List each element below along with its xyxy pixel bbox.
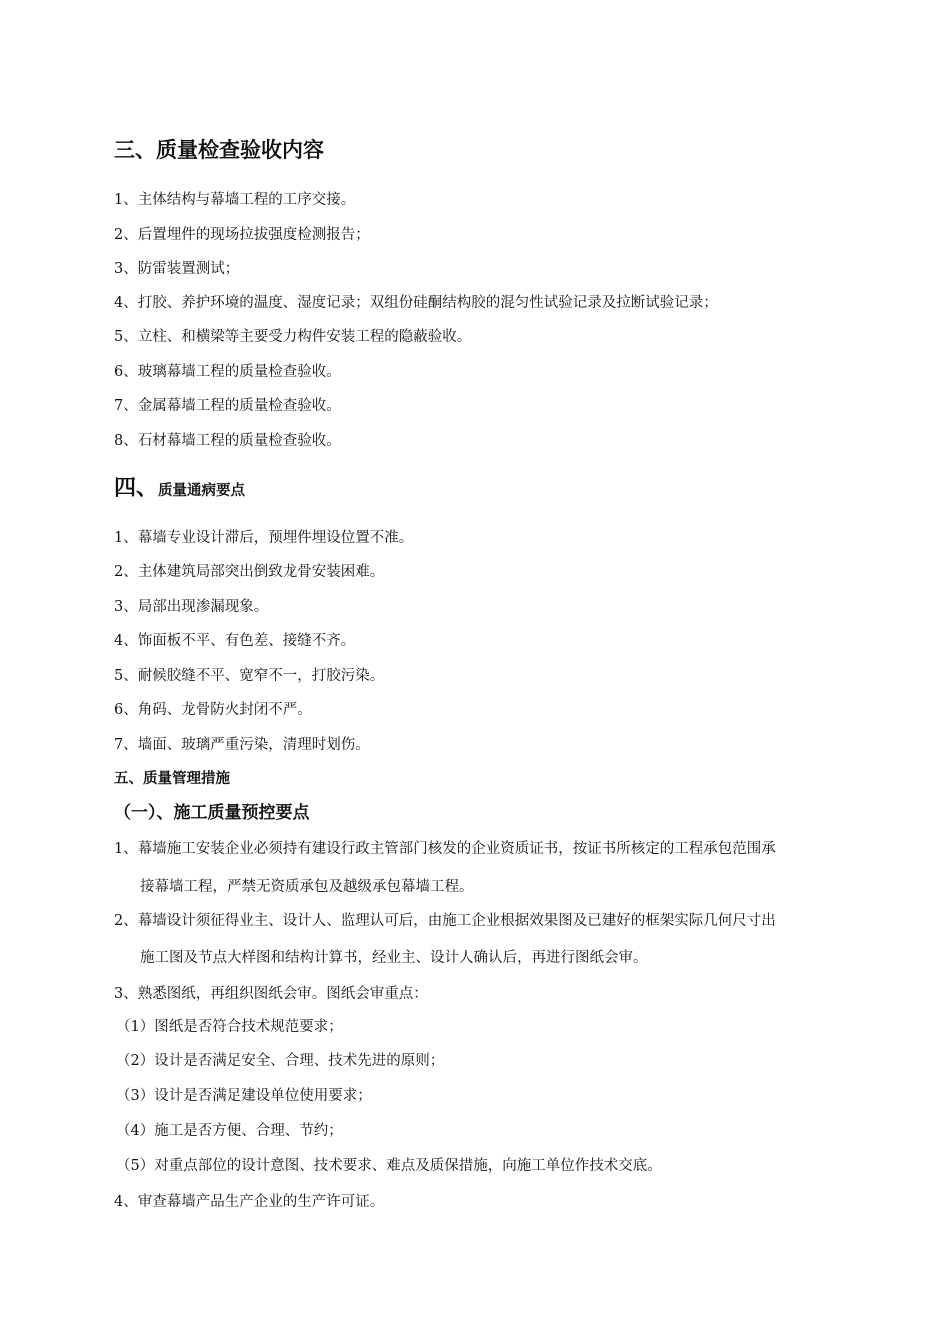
section-5-subheading: （一）、施工质量预控要点 <box>114 803 310 823</box>
sub-list-item: （5）对重点部位的设计意图、技术要求、难点及质保措施，向施工单位作技术交底。 <box>116 1158 662 1174</box>
list-item: 3、防雷装置测试； <box>114 261 240 277</box>
section-4-heading <box>114 475 245 505</box>
paragraph-4: 4、审查幕墙产品生产企业的生产许可证。 <box>114 1194 385 1210</box>
list-item: 4、饰面板不平、有色差、接缝不齐。 <box>114 633 356 649</box>
paragraph-3: 3、熟悉图纸，再组织图纸会审。图纸会审重点： <box>114 986 428 1002</box>
list-item: 5、耐候胶缝不平、宽窄不一，打胶污染。 <box>114 668 385 684</box>
sub-list-item: （1）图纸是否符合技术规范要求； <box>116 1019 343 1035</box>
list-item: 5、立柱、和横梁等主要受力构件安装工程的隐蔽验收。 <box>114 329 472 345</box>
list-item: 1、主体结构与幕墙工程的工序交接。 <box>114 192 356 208</box>
list-item: 6、玻璃幕墙工程的质量检查验收。 <box>114 364 341 380</box>
list-item: 4、打胶、养护环境的温度、湿度记录；双组份硅酮结构胶的混匀性试验记录及拉断试验记录； <box>114 295 718 311</box>
list-item: 2、主体建筑局部突出倒致龙骨安装困难。 <box>114 564 385 580</box>
paragraph-2-line-1: 2、幕墙设计须征得业主、设计人、监理认可后，由施工企业根据效果图及已建好的框架实际几何尺寸出 <box>114 913 776 929</box>
list-item: 1、幕墙专业设计滞后，预埋件埋设位置不准。 <box>114 530 414 546</box>
list-item: 7、墙面、玻璃严重污染，清理时划伤。 <box>114 737 370 753</box>
sub-list-item: （2）设计是否满足安全、合理、技术先进的原则； <box>116 1053 445 1069</box>
paragraph-2-line-2: 施工图及节点大样图和结构计算书，经业主、设计人确认后，再进行图纸会审。 <box>140 950 648 966</box>
list-item: 7、金属幕墙工程的质量检查验收。 <box>114 398 341 414</box>
section-4-title: 质量通病要点 <box>158 483 246 499</box>
list-item: 8、石材幕墙工程的质量检查验收。 <box>114 433 341 449</box>
section-5-heading: 五、质量管理措施 <box>114 771 230 787</box>
sub-list-item: （3）设计是否满足建设单位使用要求； <box>116 1088 372 1104</box>
list-item: 2、后置埋件的现场拉拔强度检测报告； <box>114 227 370 243</box>
paragraph-1-line-2: 接幕墙工程，严禁无资质承包及越级承包幕墙工程。 <box>140 879 474 895</box>
list-item: 3、局部出现渗漏现象。 <box>114 599 269 615</box>
sub-list-item: （4）施工是否方便、合理、节约； <box>116 1123 343 1139</box>
section-4-number: 四、 <box>114 476 159 501</box>
section-3-heading: 三、质量检查验收内容 <box>114 138 324 162</box>
list-item: 6、角码、龙骨防火封闭不严。 <box>114 702 312 718</box>
paragraph-1-line-1: 1、幕墙施工安装企业必须持有建设行政主管部门核发的企业资质证书，按证书所核定的工程承包范围承 <box>114 841 776 857</box>
